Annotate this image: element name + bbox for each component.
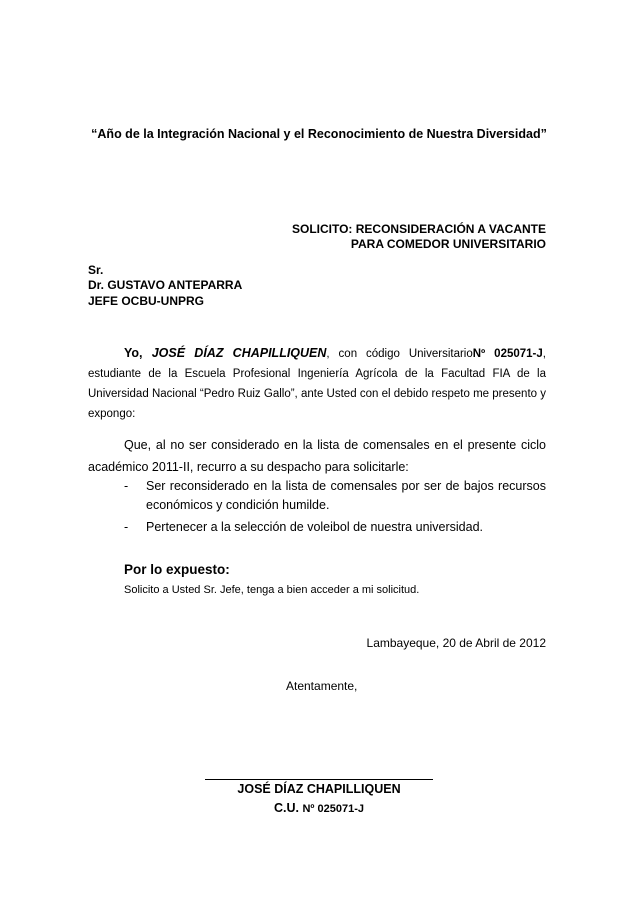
place-date: Lambayeque, 20 de Abril de 2012 [366, 636, 546, 650]
signature-name: JOSÉ DÍAZ CHAPILLIQUEN [237, 782, 401, 796]
bullet-dash: - [124, 479, 129, 493]
addressee-name: Dr. GUSTAVO ANTEPARRA [88, 278, 243, 292]
addressee-salutation: Sr. [88, 263, 104, 277]
list-item-text: Pertenecer a la selección de voleibol de nuestra universidad. [146, 520, 484, 534]
intro-paragraph [88, 343, 546, 424]
signature-line [205, 779, 433, 780]
list-item [124, 518, 546, 537]
signature-cu [0, 801, 638, 815]
body-paragraph [88, 434, 546, 478]
signature-cu-number: Nº 025071-J [302, 803, 364, 815]
intro-name: JOSÉ DÍAZ CHAPILLIQUEN [151, 346, 327, 360]
addressee-position: JEFE OCBU-UNPRG [88, 294, 205, 308]
body-paragraph-text: Que, al no ser considerado en la lista de comensales en el presente ciclo académico 2011-II, recurro a su despacho para solicitarle: [88, 438, 546, 474]
conclusion-heading: Por lo expuesto: [124, 562, 230, 577]
signature-cu-label: C.U. [274, 801, 303, 815]
year-motto: “Año de la Integración Nacional y el Reconocimiento de Nuestra Diversidad” [91, 127, 547, 141]
intro-text-2: , estudiante de la Escuela Profesional Ingeniería Agrícola de la Facultad FIA de la Universidad Nacional “Pedro Ruiz Gallo”, ante Usted con el debido respeto me presento y expongo: [88, 348, 546, 420]
conclusion-text: Solicito a Usted Sr. Jefe, tenga a bien acceder a mi solicitud. [124, 584, 420, 596]
intro-text-1: , con código Universitario [326, 348, 473, 360]
list-item-text: Ser reconsiderado en la lista de comensales por ser de bajos recursos económicos y condición humilde. [146, 479, 546, 512]
intro-yo: Yo, [124, 346, 152, 360]
subject-line-2: PARA COMEDOR UNIVERSITARIO [350, 237, 546, 251]
intro-code: Nº 025071-J [472, 348, 543, 360]
bullet-dash: - [124, 520, 129, 534]
request-list [124, 477, 546, 540]
closing: Atentamente, [286, 679, 358, 693]
subject-line-1: SOLICITO: RECONSIDERACIÓN A VACANTE [291, 222, 546, 236]
list-item [124, 477, 546, 515]
